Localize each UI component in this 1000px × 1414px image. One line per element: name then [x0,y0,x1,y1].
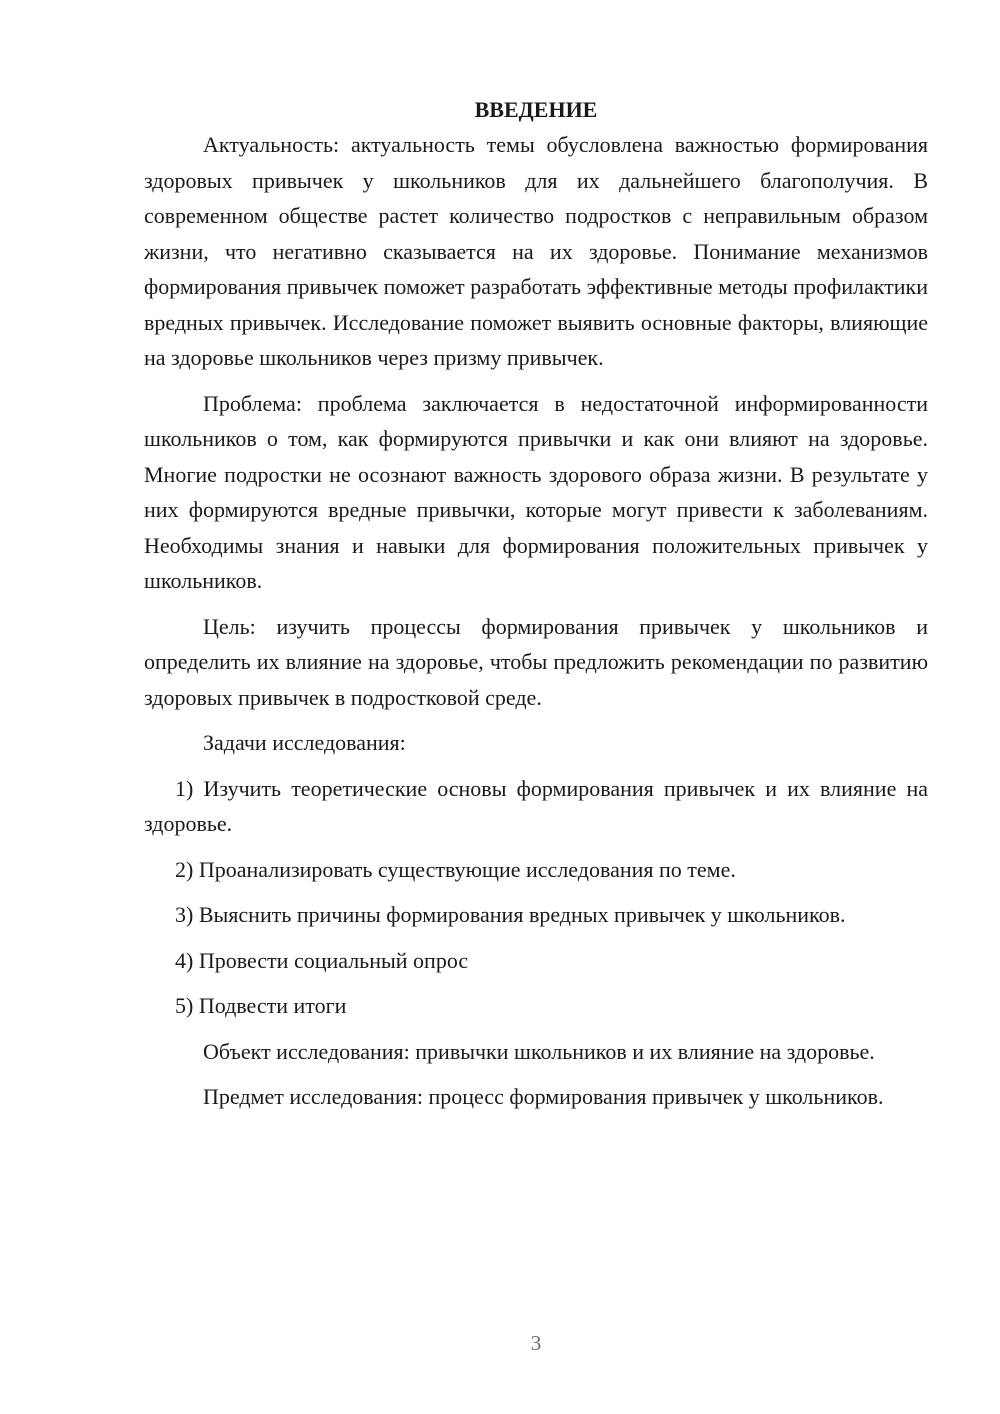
task-item-1: 1) Изучить теоретические основы формирования привычек и их влияние на здоровье. [144,775,928,836]
paragraph-object: Объект исследования: привычки школьников и их влияние на здоровье. [203,1038,875,1064]
paragraph-goal: Цель: изучить процессы формирования привычек у школьников и определить их влияние на здоровье, чтобы предложить рекомендации по развитию здоровых привычек в подростковой среде. [144,613,928,710]
page-number: 3 [530,1331,542,1355]
tasks-heading: Задачи исследования: [203,730,406,755]
task-item-3: 3) Выяснить причины формирования вредных привычек у школьников. [175,902,846,927]
task-item-4: 4) Провести социальный опрос [175,947,469,973]
paragraph-subject: Предмет исследования: процесс формирования привычек у школьников. [203,1084,884,1109]
task-item-2: 2) Проанализировать существующие исследования по теме. [175,856,736,882]
task-item-5: 5) Подвести итоги [175,993,347,1018]
page-content [144,92,928,1125]
section-title: ВВЕДЕНИЕ [474,97,598,122]
paragraph-problem: Проблема: проблема заключается в недостаточной информированности школьников о том, как формируются привычки и как они влияют на здоровье. Многие подростки не осознают важность здорового образа жизни. В результате у них формируются вредные привычки, которые могут привести к заболеваниям. Необходимы знания и навыки для формирования положительных привычек у школьников. [144,390,928,593]
paragraph-relevance: Актуальность: актуальность темы обусловлена важностью формирования здоровых привычек у школьников для их дальнейшего благополучия. В современном обществе растет количество подростков с неправильным образом жизни, что негативно сказывается на их здоровье. Понимание механизмов формирования привычек поможет разработать эффективные методы профилактики вредных привычек. Исследование поможет выявить основные факторы, влияющие на здоровье школьников через призму привычек. [144,132,928,370]
